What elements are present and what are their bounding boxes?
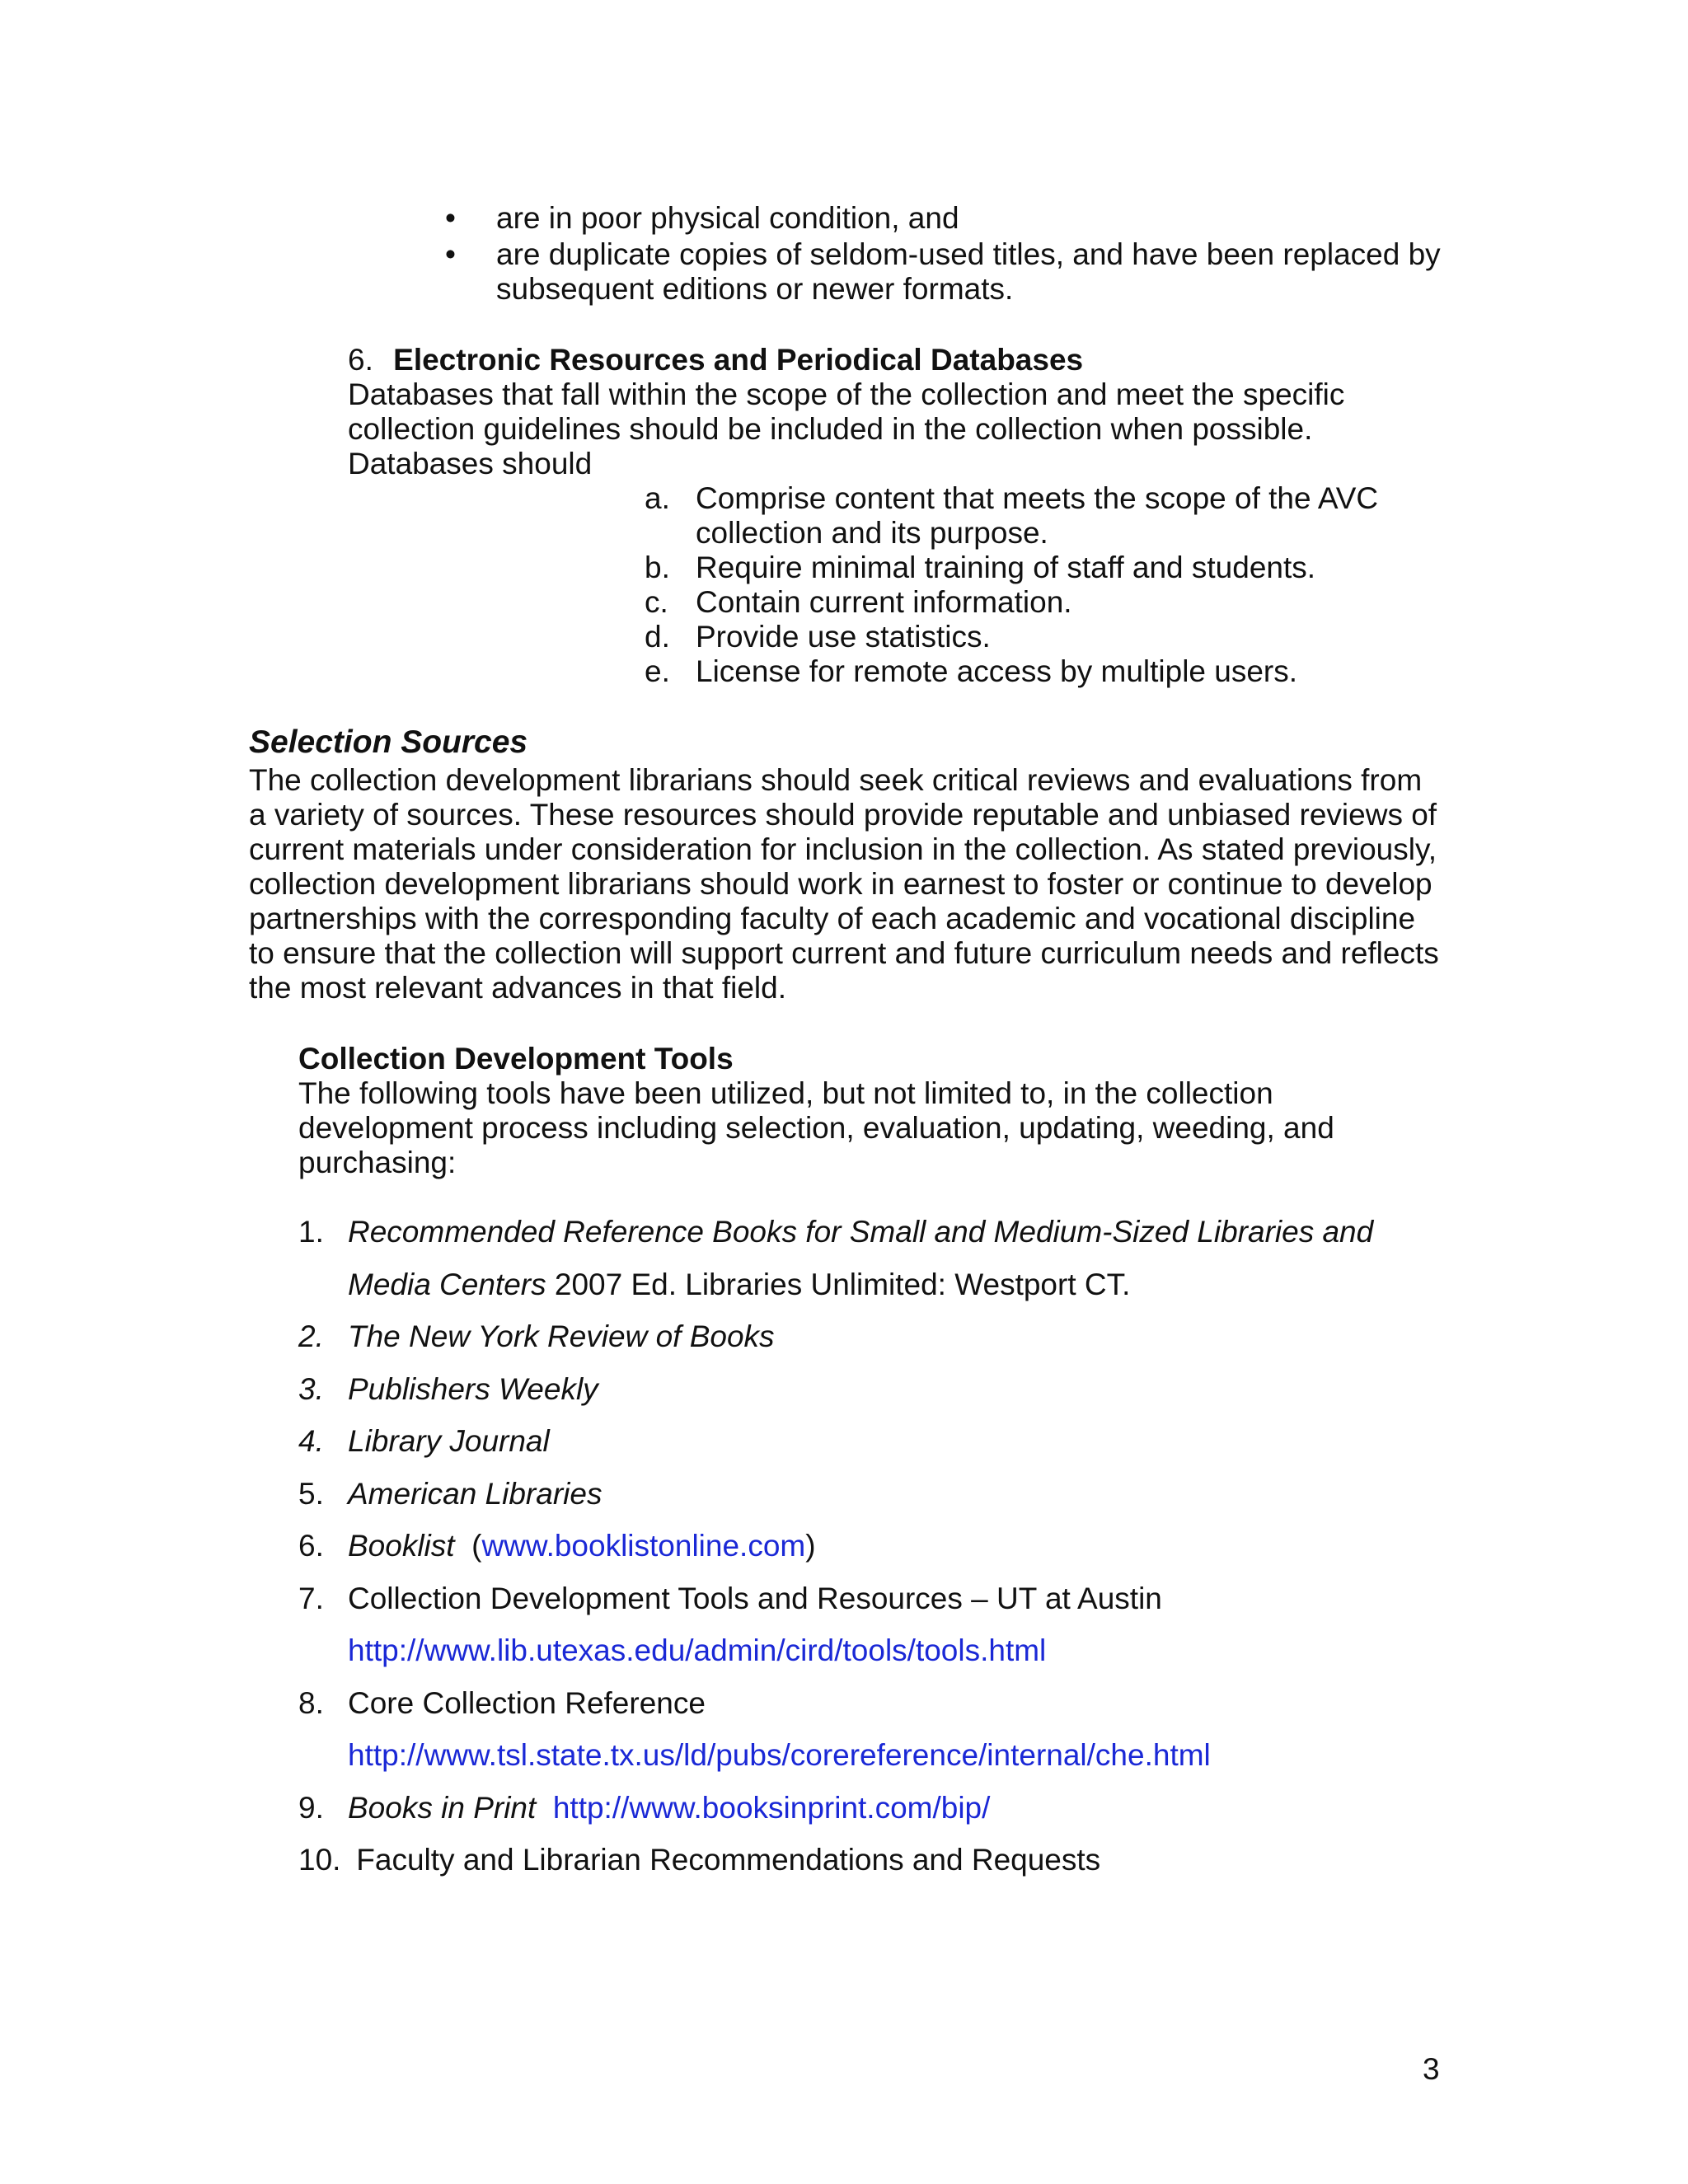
criteria-mark: b. bbox=[645, 551, 670, 584]
bullet-icon: • bbox=[445, 237, 456, 271]
selection-sources-line: partnerships with the corresponding faculty of each academic and vocational discipline bbox=[249, 902, 1416, 935]
criteria-text: Require minimal training of staff and students. bbox=[696, 551, 1316, 584]
criteria-mark: e. bbox=[645, 654, 670, 688]
tool-number: 8. bbox=[298, 1686, 324, 1720]
tool-title: The New York Review of Books bbox=[348, 1319, 775, 1353]
tool-number: 4. bbox=[298, 1424, 324, 1458]
bullet-icon: • bbox=[445, 201, 456, 235]
criteria-mark: d. bbox=[645, 620, 670, 654]
books-in-print-link[interactable]: http://www.booksinprint.com/bip/ bbox=[552, 1791, 991, 1825]
criteria-text: Contain current information. bbox=[696, 585, 1072, 619]
tool-number: 10. bbox=[298, 1843, 341, 1877]
tools-intro-line: development process including selection, evaluation, updating, weeding, and bbox=[298, 1111, 1334, 1145]
ut-austin-tools-link[interactable]: http://www.lib.utexas.edu/admin/cird/tools/tools.html bbox=[348, 1633, 1047, 1667]
selection-sources-line: collection development librarians should work in earnest to foster or continue to develop bbox=[249, 867, 1432, 901]
tool-title: Booklist bbox=[348, 1529, 455, 1563]
criteria-text: collection and its purpose. bbox=[696, 516, 1048, 550]
selection-sources-heading: Selection Sources bbox=[249, 724, 528, 760]
criteria-mark: c. bbox=[645, 585, 668, 619]
bullet-text: are duplicate copies of seldom-used titles, and have been replaced by bbox=[496, 237, 1441, 271]
page-number: 3 bbox=[1423, 2052, 1440, 2086]
tools-heading: Collection Development Tools bbox=[298, 1042, 734, 1076]
section-6-line: collection guidelines should be included in the collection when possible. bbox=[348, 412, 1313, 446]
bullet-text: subsequent editions or newer formats. bbox=[496, 272, 1014, 306]
tool-title: Publishers Weekly bbox=[348, 1372, 598, 1406]
tool-detail bbox=[536, 1791, 553, 1825]
section-6-line: Databases should bbox=[348, 447, 593, 480]
tool-detail: 2007 Ed. Libraries Unlimited: Westport CT. bbox=[546, 1268, 1131, 1301]
criteria-text: Provide use statistics. bbox=[696, 620, 991, 654]
booklist-link[interactable]: www.booklistonline.com bbox=[481, 1529, 806, 1563]
criteria-text: License for remote access by multiple users. bbox=[696, 654, 1298, 688]
section-title: Electronic Resources and Periodical Databases bbox=[393, 343, 1084, 377]
tool-detail: ( bbox=[454, 1529, 482, 1563]
tool-number: 7. bbox=[298, 1582, 324, 1615]
tool-title: Library Journal bbox=[348, 1424, 550, 1458]
tool-number: 6. bbox=[298, 1529, 324, 1563]
tool-title: Collection Development Tools and Resources – UT at Austin bbox=[348, 1582, 1162, 1615]
criteria-mark: a. bbox=[645, 481, 670, 515]
tool-number: 2. bbox=[298, 1319, 324, 1353]
tool-title: Core Collection Reference bbox=[348, 1686, 706, 1720]
core-collection-link[interactable]: http://www.tsl.state.tx.us/ld/pubs/corereference/internal/che.html bbox=[348, 1738, 1211, 1772]
selection-sources-line: to ensure that the collection will support current and future curriculum needs and reflects bbox=[249, 936, 1439, 970]
tool-title: Recommended Reference Books for Small and Medium-Sized Libraries and bbox=[348, 1215, 1374, 1249]
tools-intro-line: purchasing: bbox=[298, 1146, 457, 1179]
selection-sources-line: current materials under consideration for inclusion in the collection. As stated previously, bbox=[249, 832, 1437, 866]
bullet-text: are in poor physical condition, and bbox=[496, 201, 959, 235]
criteria-text: Comprise content that meets the scope of the AVC bbox=[696, 481, 1379, 515]
tools-intro-line: The following tools have been utilized, but not limited to, in the collection bbox=[298, 1076, 1273, 1110]
tool-detail: ) bbox=[805, 1529, 816, 1563]
section-number: 6. bbox=[348, 343, 373, 377]
tool-title: Faculty and Librarian Recommendations and Requests bbox=[348, 1843, 1101, 1877]
section-6-heading bbox=[348, 343, 1083, 377]
selection-sources-line: The collection development librarians should seek critical reviews and evaluations from bbox=[249, 763, 1423, 797]
tool-title: Books in Print bbox=[348, 1791, 537, 1825]
tool-number: 3. bbox=[298, 1372, 324, 1406]
tool-number: 5. bbox=[298, 1477, 324, 1511]
selection-sources-line: the most relevant advances in that field. bbox=[249, 971, 786, 1005]
selection-sources-line: a variety of sources. These resources should provide reputable and unbiased reviews of bbox=[249, 798, 1437, 832]
section-6-line: Databases that fall within the scope of the collection and meet the specific bbox=[348, 377, 1345, 411]
tool-title: American Libraries bbox=[348, 1477, 603, 1511]
tool-number: 1. bbox=[298, 1215, 324, 1249]
tool-title: Media Centers bbox=[348, 1268, 546, 1301]
tool-number: 9. bbox=[298, 1791, 324, 1825]
